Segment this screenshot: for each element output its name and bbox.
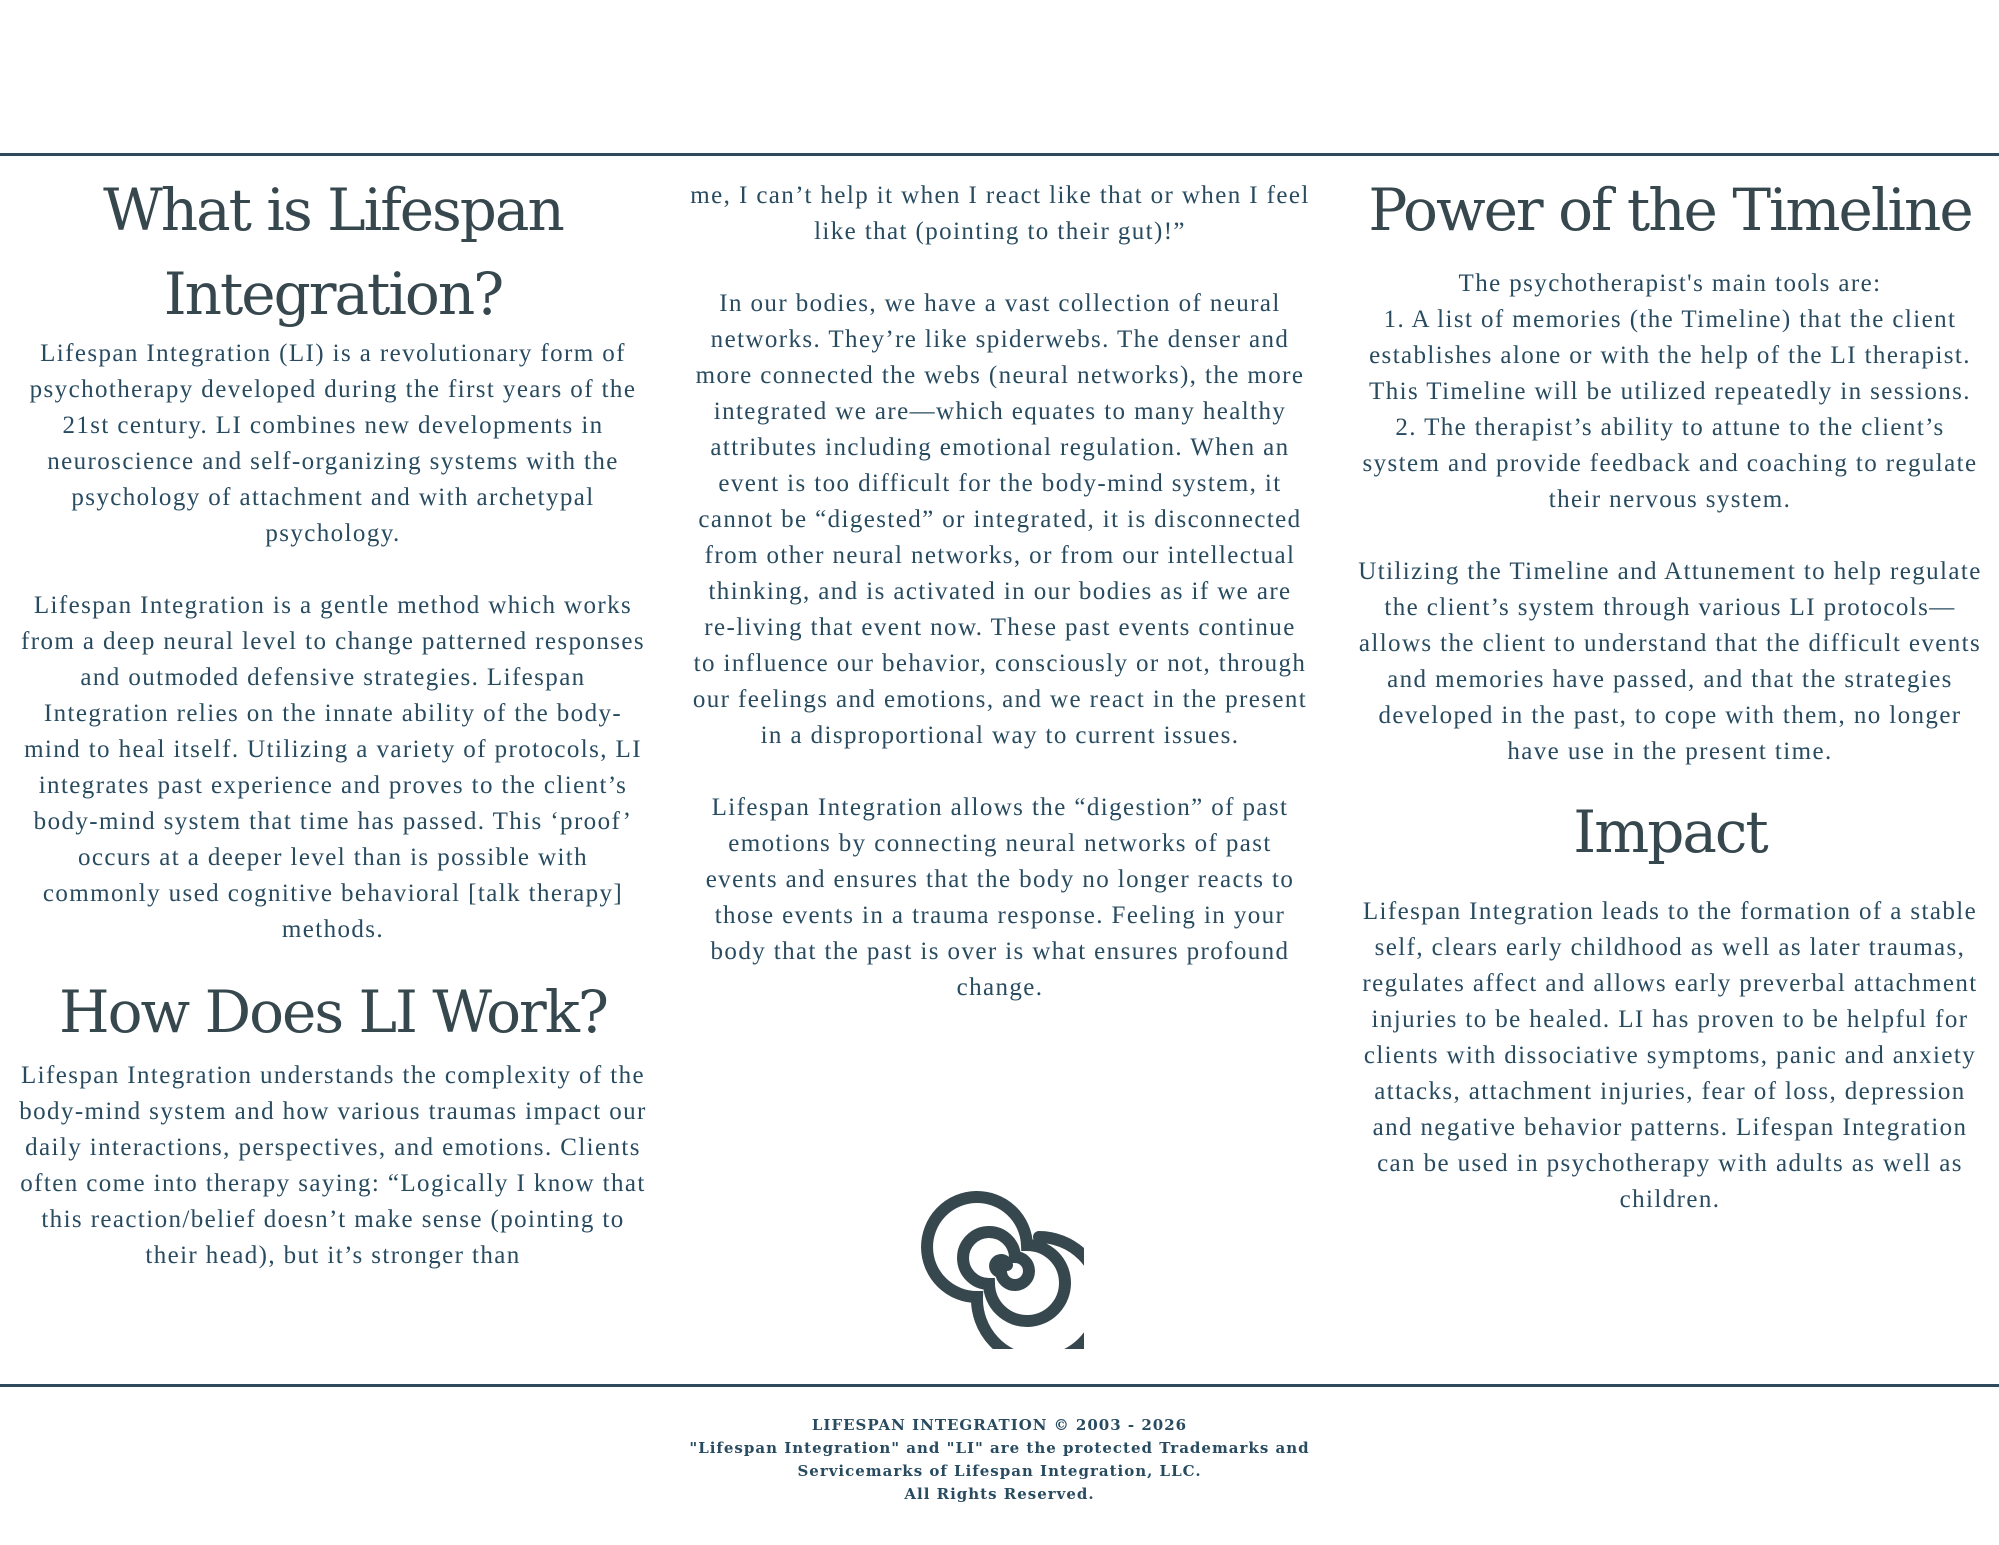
- spiral-icon: [918, 1183, 1084, 1349]
- footer-line-4: All Rights Reserved.: [904, 1485, 1095, 1503]
- what-paragraph-2: Lifespan Integration is a gentle method which works from a deep neural level to change patterned responses and outmoded defensive strategies. Lifespan Integration relies on the innate ability of the body-mind to heal itself. Utilizing a variety of protocols, LI integrates past experience and proves to the client’s body-mind system that time has passed. This ‘proof’ occurs at a deeper level than is possible with commonly used cognitive behavioral [talk therapy] methods.: [21, 592, 645, 943]
- heading-how-does-li-work: How Does LI Work?: [59, 978, 607, 1046]
- heading-what-is-li: What is Lifespan Integration?: [103, 176, 563, 328]
- power-intro-line: The psychotherapist's main tools are:: [1458, 270, 1882, 297]
- how-paragraph: Lifespan Integration understands the complexity of the body-mind system and how various traumas impact our daily interactions, perspectives, and emotions. Clients often come into therapy saying: “Logically I know that this reaction/belief doesn’t make sense (pointing to their head), but it’s stronger than: [19, 1062, 647, 1269]
- copyright-footer: [0, 1414, 1999, 1506]
- middle-paragraph-1: me, I can’t help it when I react like that or when I feel like that (pointing to their gut)!”: [690, 182, 1310, 245]
- power-paragraph: Utilizing the Timeline and Attunement to help regulate the client’s system through various LI protocols—allows the client to understand that the difficult events and memories have passed, and that the strategies developed in the past, to cope with them, no longer have use in the present time.: [1358, 558, 1982, 765]
- what-paragraph-1: Lifespan Integration (LI) is a revolutionary form of psychotherapy developed during the first years of the 21st century. LI combines new developments in neuroscience and self-organizing systems with the psychology of attachment and with archetypal psychology.: [29, 340, 637, 547]
- heading-power-of-timeline: Power of the Timeline: [1368, 176, 1972, 244]
- middle-paragraph-2: In our bodies, we have a vast collection of neural networks. They’re like spiderwebs. The denser and more connected the webs (neural networks), the more integrated we are—which equates to many healthy attributes including emotional regulation. When an event is too difficult for the body-mind system, it cannot be “digested” or integrated, it is disconnected from other neural networks, or from our intellectual thinking, and is activated in our bodies as if we are re-living that event now. These past events continue to influence our behavior, consciously or not, through our feelings and emotions, and we react in the present in a disproportional way to current issues.: [692, 290, 1308, 749]
- power-list-item-2: 2. The therapist’s ability to attune to the client’s system and provide feedback and coaching to regulate their nervous system.: [1362, 414, 1978, 513]
- footer-line-2: "Lifespan Integration" and "LI" are the protected Trademarks and: [689, 1439, 1310, 1457]
- middle-paragraph-3: Lifespan Integration allows the “digestion” of past emotions by connecting neural networks of past events and ensures that the body no longer reacts to those events in a trauma response. Feeling in your body that the past is over is what ensures profound change.: [705, 794, 1295, 1001]
- footer-line-3: Servicemarks of Lifespan Integration, LLC.: [797, 1462, 1202, 1480]
- left-column: [18, 160, 648, 1274]
- top-divider: [0, 153, 1999, 156]
- power-list-item-1: 1. A list of memories (the Timeline) that the client establishes alone or with the help of the LI therapist. This Timeline will be utilized repeatedly in sessions.: [1369, 306, 1971, 405]
- heading-impact: Impact: [1573, 798, 1767, 866]
- bottom-divider: [0, 1384, 1999, 1387]
- impact-paragraph: Lifespan Integration leads to the formation of a stable self, clears early childhood as well as later traumas, regulates affect and allows early preverbal attachment injuries to be healed. LI has proven to be helpful for clients with dissociative symptoms, panic and anxiety attacks, attachment injuries, fear of loss, depression and negative behavior patterns. Lifespan Integration can be used in psychotherapy with adults as well as children.: [1362, 898, 1978, 1213]
- footer-line-1: LIFESPAN INTEGRATION © 2003 - 2026: [811, 1416, 1188, 1434]
- middle-column: [690, 160, 1310, 1006]
- right-column: [1355, 160, 1985, 1218]
